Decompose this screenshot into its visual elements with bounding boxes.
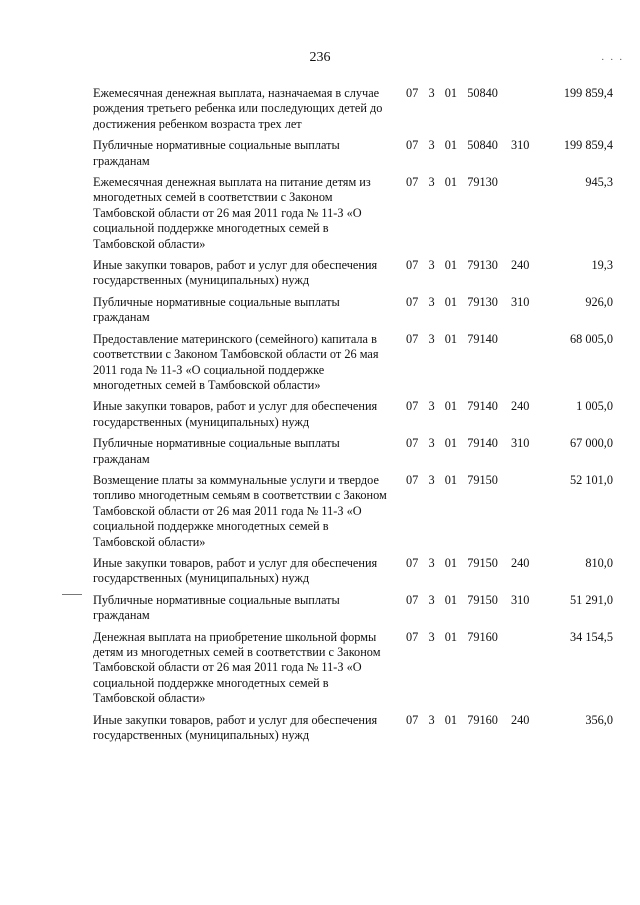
page-number: 236 [309, 50, 331, 65]
row-amount: 926,0 [585, 294, 613, 309]
table-row [93, 556, 613, 587]
corner-dots: . . . [601, 52, 624, 63]
table-row [93, 713, 613, 744]
table-row [93, 258, 613, 289]
row-code: 07 3 01 79130 [406, 294, 498, 309]
table-row [93, 399, 613, 430]
row-code: 07 3 01 50840 [406, 86, 498, 100]
row-expense-type: 240 [511, 258, 530, 273]
row-code: 07 3 01 79130 [406, 175, 498, 190]
table-row [93, 630, 613, 707]
row-description: Иные закупки товаров, работ и услуг для обеспечения государственных (муниципальных) нужд [93, 399, 378, 429]
row-description: Ежемесячная денежная выплата, назначаемая в случае рождения третьего ребенка или последующих детей до достижения ребенком возраста трех лет [93, 86, 383, 131]
row-code: 07 3 01 79140 [406, 399, 498, 414]
table-row [93, 175, 613, 252]
row-description: Публичные нормативные социальные выплаты гражданам [93, 436, 340, 466]
table-row [93, 436, 613, 467]
row-amount: 945,3 [585, 175, 613, 190]
row-expense-type: 240 [511, 555, 530, 570]
row-amount: 51 291,0 [569, 592, 613, 607]
row-description: Иные закупки товаров, работ и услуг для обеспечения государственных (муниципальных) нужд [93, 712, 378, 743]
table-row [93, 332, 613, 394]
row-amount: 67 000,0 [569, 436, 613, 451]
row-description: Иные закупки товаров, работ и услуг для обеспечения государственных (муниципальных) нужд [93, 258, 378, 288]
row-expense-type: 240 [511, 712, 530, 727]
table-row [93, 473, 613, 550]
row-amount: 1 005,0 [576, 399, 613, 414]
row-code: 07 3 01 79140 [406, 331, 498, 346]
row-amount: 19,3 [591, 258, 613, 273]
row-expense-type: 310 [511, 138, 530, 153]
row-amount: 810,0 [585, 555, 613, 570]
table-row [93, 295, 613, 326]
row-description: Публичные нормативные социальные выплаты гражданам [93, 138, 340, 168]
row-amount: 356,0 [585, 712, 613, 727]
row-description: Иные закупки товаров, работ и услуг для обеспечения государственных (муниципальных) нужд [93, 555, 378, 586]
row-expense-type: 240 [511, 399, 530, 414]
row-description: Денежная выплата на приобретение школьной формы детям из многодетных семей в соответствии с Законом Тамбовской области от 26 мая 2011 года № 11-З «О социальной поддержке многодетных семей в Тамбовской области» [93, 629, 381, 706]
row-code: 07 3 01 50840 [406, 138, 498, 153]
row-amount: 199 859,4 [563, 138, 613, 153]
row-amount: 199 859,4 [563, 86, 613, 100]
row-amount: 68 005,0 [569, 331, 613, 346]
row-description: Публичные нормативные социальные выплаты гражданам [93, 592, 340, 623]
table-row [93, 593, 613, 624]
row-expense-type: 310 [511, 592, 530, 607]
budget-table [93, 86, 613, 749]
row-description: Ежемесячная денежная выплата на питание детям из многодетных семей в соответствии с Законом Тамбовской области от 26 мая 2011 года № 11-З «О социальной поддержке многодетных семей в Тамбовской области» [93, 175, 371, 251]
row-expense-type: 310 [511, 436, 530, 451]
row-description: Возмещение платы за коммунальные услуги и твердое топливо многодетным семьям в соответствии с Законом Тамбовской области от 26 мая 2011 года № 11-З «О социальной поддержке многодетных семей в Тамбовской области» [93, 472, 387, 549]
row-code: 07 3 01 79130 [406, 258, 498, 273]
row-amount: 52 101,0 [569, 472, 613, 487]
row-code: 07 3 01 79150 [406, 592, 498, 607]
row-expense-type: 310 [511, 294, 530, 309]
table-row [93, 138, 613, 169]
row-code: 07 3 01 79140 [406, 436, 498, 451]
row-code: 07 3 01 79160 [406, 712, 498, 727]
row-code: 07 3 01 79150 [406, 472, 498, 487]
row-code: 07 3 01 79150 [406, 555, 498, 570]
table-row [93, 86, 613, 132]
row-code: 07 3 01 79160 [406, 629, 498, 644]
row-amount: 34 154,5 [569, 629, 613, 644]
row-description: Публичные нормативные социальные выплаты гражданам [93, 294, 340, 325]
row-description: Предоставление материнского (семейного) капитала в соответствии с Законом Тамбовской области от 26 мая 2011 года № 11-З «О социальной поддержке многодетных семей в Тамбовской области» [93, 331, 379, 392]
margin-mark [62, 594, 82, 595]
